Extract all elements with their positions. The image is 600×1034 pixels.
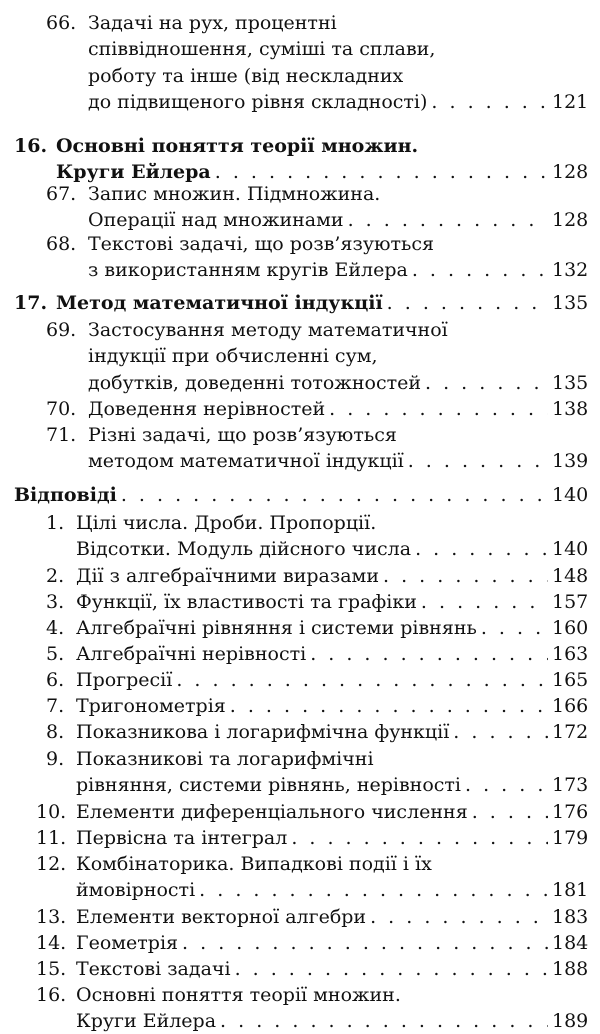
dot-leader	[230, 693, 548, 719]
toc-line	[46, 563, 589, 589]
dot-leader	[453, 719, 548, 745]
toc-entry-number: 17.	[14, 292, 48, 314]
toc-line	[14, 482, 589, 508]
toc-entry-title: Застосування методу математичної	[88, 319, 448, 341]
toc-entry-title: рівняння, системи рівнянь, нерівності	[76, 774, 462, 797]
toc-line	[46, 615, 589, 641]
toc-line	[46, 317, 448, 343]
dot-leader	[310, 641, 548, 667]
toc-entry-title: Показникові та логарифмічні	[76, 748, 374, 770]
toc-line	[88, 448, 589, 474]
toc-entry-number: 13.	[36, 906, 67, 928]
toc-line	[46, 641, 589, 667]
toc-line	[76, 877, 589, 903]
toc-entry-number: 71.	[46, 424, 77, 446]
toc-line	[88, 370, 589, 396]
dot-leader	[329, 396, 548, 422]
toc-line	[36, 982, 401, 1008]
toc-entry-title: Основні поняття теорії множин.	[76, 984, 401, 1006]
toc-line	[88, 343, 378, 369]
toc-page-number: 173	[552, 774, 589, 797]
toc-page-number: 140	[552, 538, 589, 561]
toc-entry-title: Показникова і логарифмічна функції	[76, 721, 450, 743]
toc-page-number: 139	[552, 450, 589, 473]
toc-entry-title: Дії з алгебраїчними виразами	[76, 565, 379, 587]
dot-leader	[431, 89, 548, 115]
toc-page-number: 132	[552, 259, 589, 282]
toc-entry-title: Метод математичної індукції	[56, 292, 383, 314]
toc-entry-title: Алгебраїчні нерівності	[76, 643, 307, 665]
dot-leader	[412, 257, 548, 283]
toc-entry-number: 14.	[36, 932, 67, 954]
toc-line	[36, 851, 432, 877]
toc-page-number: 138	[552, 398, 589, 420]
toc-entry-number: 16.	[14, 135, 48, 157]
toc-page-number: 128	[552, 161, 589, 184]
toc-entry-number: 66.	[46, 12, 77, 34]
toc-entry-number: 67.	[46, 183, 77, 205]
dot-leader	[370, 904, 548, 930]
toc-line	[36, 930, 589, 956]
toc-page-number: 166	[552, 695, 589, 717]
toc-page-number: 160	[552, 617, 589, 639]
toc-entry-number: 3.	[46, 591, 65, 613]
toc-entry-title: Тригонометрія	[76, 695, 226, 717]
toc-entry-number: 5.	[46, 643, 65, 665]
dot-leader	[387, 290, 548, 316]
toc-entry-title: Прогресії	[76, 669, 173, 691]
toc-entry-title: Алгебраїчні рівняння і системи рівнянь	[76, 617, 477, 639]
dot-leader	[291, 825, 548, 851]
dot-leader	[415, 536, 548, 562]
dot-leader	[348, 207, 548, 233]
toc-entry-title: Текстові задачі, що розв’язуються	[88, 233, 435, 255]
toc-page-number: 176	[552, 801, 589, 823]
toc-page-number: 135	[552, 292, 589, 314]
dot-leader	[220, 1008, 548, 1034]
toc-entry-title: до підвищеного рівня складності)	[88, 90, 428, 113]
toc-page-number: 179	[552, 827, 589, 849]
toc-entry-number: 16.	[36, 984, 67, 1006]
toc-line	[46, 719, 589, 745]
toc-entry-title: Задачі на рух, процентні	[88, 12, 337, 34]
toc-line	[88, 63, 403, 89]
toc-line	[14, 133, 419, 159]
toc-entry-number: 8.	[46, 721, 65, 743]
dot-leader	[235, 956, 548, 982]
toc-entry-number: 10.	[36, 801, 67, 823]
toc-line	[46, 231, 435, 257]
toc-entry-title: Операції над множинами	[88, 209, 344, 232]
toc-entry-title: Відповіді	[14, 484, 117, 506]
toc-entry-number: 9.	[46, 748, 65, 770]
toc-line	[46, 510, 377, 536]
toc-entry-number: 12.	[36, 853, 67, 875]
dot-leader	[465, 772, 548, 798]
toc-line	[76, 1008, 589, 1034]
toc-line	[46, 589, 589, 615]
toc-line	[46, 181, 381, 207]
toc-line	[88, 36, 435, 62]
toc-entry-number: 15.	[36, 958, 67, 980]
toc-entry-title: Цілі числа. Дроби. Пропорції.	[76, 512, 377, 534]
toc-page-number: 121	[552, 90, 589, 113]
toc-page-number: 135	[552, 371, 589, 394]
toc-line	[46, 422, 397, 448]
toc-entry-title: Різні задачі, що розв’язуються	[88, 424, 397, 446]
toc-line	[88, 257, 589, 283]
toc-entry-title: Елементи векторної алгебри	[76, 906, 367, 928]
toc-line	[14, 290, 589, 316]
toc-line	[88, 89, 589, 115]
toc-line	[76, 536, 589, 562]
toc-entry-number: 4.	[46, 617, 65, 639]
dot-leader	[199, 877, 548, 903]
toc-entry-title: Основні поняття теорії множин.	[56, 135, 419, 157]
toc-entry-title: Геометрія	[76, 932, 179, 954]
toc-entry-number: 1.	[46, 512, 65, 534]
toc-line	[36, 825, 589, 851]
toc-entry-number: 70.	[46, 398, 77, 420]
dot-leader	[421, 589, 548, 615]
toc-entry-number: 2.	[46, 565, 65, 587]
toc-page-number: 189	[552, 1010, 589, 1033]
dot-leader	[425, 370, 548, 396]
toc-entry-title: з використанням кругів Ейлера	[88, 259, 408, 282]
toc-entry-title: індукції при обчисленні сум,	[88, 345, 378, 368]
toc-line	[46, 396, 589, 422]
toc-line	[46, 667, 589, 693]
toc-page-number: 181	[552, 879, 589, 902]
toc-line	[36, 904, 589, 930]
toc-entry-title: Круги Ейлера	[76, 1010, 217, 1033]
toc-page-number: 148	[552, 565, 589, 587]
toc-entry-title: співвідношення, суміші та сплави,	[88, 38, 436, 61]
toc-entry-title: Комбінаторика. Випадкові події і їх	[76, 853, 432, 875]
toc-entry-number: 69.	[46, 319, 77, 341]
toc-entry-title: Первісна та інтеграл	[76, 827, 288, 849]
toc-line	[46, 10, 337, 36]
toc-entry-title: Елементи диференціального числення	[76, 801, 468, 823]
dot-leader	[182, 930, 548, 956]
toc-page-number: 140	[552, 484, 589, 506]
dot-leader	[472, 799, 548, 825]
toc-line	[36, 799, 589, 825]
toc-page-number: 128	[552, 209, 589, 232]
dot-leader	[176, 667, 548, 693]
toc-page-number: 172	[552, 721, 589, 743]
toc-entry-title: Запис множин. Підмножина.	[88, 183, 381, 205]
toc-page-number: 184	[552, 932, 589, 954]
toc-line	[88, 207, 589, 233]
toc-entry-title: роботу та інше (від нескладних	[88, 64, 404, 87]
toc-entry-number: 68.	[46, 233, 77, 255]
toc-line	[36, 956, 589, 982]
toc-line	[46, 746, 374, 772]
toc-entry-number: 6.	[46, 669, 65, 691]
toc-entry-title: методом математичної індукції	[88, 450, 404, 473]
toc-page-number: 157	[552, 591, 589, 613]
toc-entry-title: добутків, доведенні тотожностей	[88, 371, 422, 394]
dot-leader	[481, 615, 548, 641]
toc-page-number: 163	[552, 643, 589, 665]
toc-entry-title: Відсотки. Модуль дійсного числа	[76, 538, 412, 561]
toc-page-number: 188	[552, 958, 589, 980]
toc-entry-title: ймовірності	[76, 879, 196, 902]
toc-entry-title: Текстові задачі	[76, 958, 231, 980]
toc-page-number: 183	[552, 906, 589, 928]
toc-entry-title: Функції, їх властивості та графіки	[76, 591, 417, 613]
toc-entry-number: 11.	[36, 827, 67, 849]
dot-leader	[121, 482, 548, 508]
toc-page-number: 165	[552, 669, 589, 691]
toc-line	[76, 772, 589, 798]
toc-line	[46, 693, 589, 719]
dot-leader	[408, 448, 548, 474]
toc-entry-title: Круги Ейлера	[56, 161, 211, 184]
dot-leader	[383, 563, 548, 589]
toc-entry-title: Доведення нерівностей	[88, 398, 326, 420]
toc-entry-number: 7.	[46, 695, 65, 717]
